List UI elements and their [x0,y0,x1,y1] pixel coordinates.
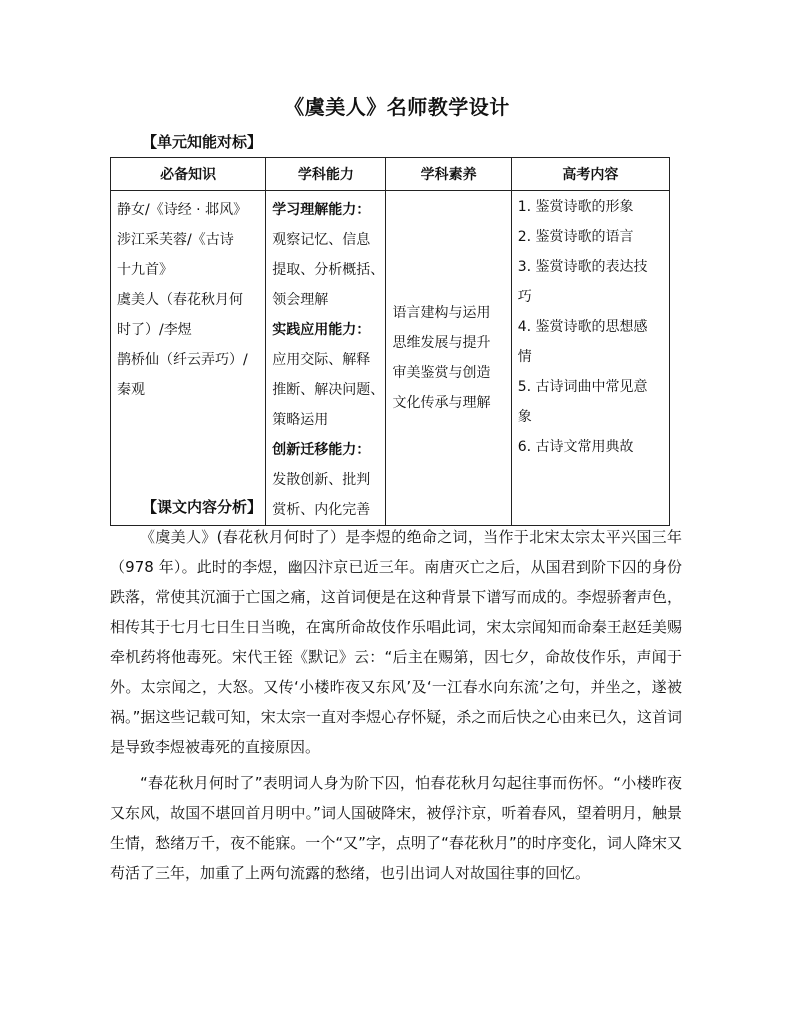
exam-line: 1. 鉴赏诗歌的形象 [517,199,634,215]
ability-category-label: 创新迁移能力： [272,442,371,458]
table-row [111,191,670,526]
literacy-line: 思维发展与提升 [392,335,491,351]
ability-line: 发散创新、批判 [272,472,371,488]
exam-cell [511,191,669,526]
table-header-row [111,158,670,191]
knowledge-line: 静女/《诗经 · 邶风》 [117,202,248,218]
exam-line: 3. 鉴赏诗歌的表达技 [517,259,648,275]
analysis-section-heading: 【课文内容分析】 [142,498,263,516]
ability-line: 观察记忆、信息 [272,232,371,248]
document-title: 《虞美人》名师教学设计 [284,95,510,119]
goals-table [110,157,670,526]
knowledge-line: 十九首》 [117,262,173,278]
analysis-paragraph: “春花秋月何时了”表明词人身为阶下囚，怕春花秋月勾起往事而伤怀。“小楼昨夜又东风，故国不堪回首月明中。”词人国破降宋，被俘汴京，听着春风，望着明月，触景生情，愁绪万千，夜不能寐。一个“又”字，点明了“春花秋月”的时序变化，词人降宋又苟活了三年，加重了上两句流露的愁绪，也引出词人对故国往事的回忆。 [110,774,682,882]
ability-line: 提取、分析概括、 [272,262,385,278]
knowledge-line: 虞美人（春花秋月何 [117,292,243,308]
exam-line: 2. 鉴赏诗歌的语言 [517,229,634,245]
header-exam: 高考内容 [511,158,669,191]
literacy-line: 文化传承与理解 [392,395,491,411]
ability-cell [266,191,386,526]
knowledge-line: 时了）/李煜 [117,322,192,338]
ability-category-label: 实践应用能力： [272,322,371,338]
exam-line: 4. 鉴赏诗歌的思想感 [517,319,648,335]
ability-line: 应用交际、解释 [272,352,371,368]
literacy-line: 审美鉴赏与创造 [392,365,491,381]
exam-line: 巧 [517,289,532,305]
exam-line: 象 [517,409,532,425]
exam-line: 5. 古诗词曲中常见意 [517,379,648,395]
knowledge-line: 涉江采芙蓉/《古诗 [117,232,234,248]
ability-line: 策略运用 [272,412,329,428]
header-ability: 学科能力 [266,158,386,191]
knowledge-line: 鹊桥仙（纤云弄巧）/ [117,352,248,368]
ability-line: 领会理解 [272,292,329,308]
literacy-cell [386,191,511,526]
ability-line: 赏析、内化完善 [272,502,371,518]
ability-category-label: 学习理解能力： [272,202,371,218]
exam-line: 6. 古诗文常用典故 [517,439,634,455]
analysis-paragraph: 《虞美人》(春花秋月何时了）是李煜的绝命之词，当作于北宋太宗太平兴国三年（978 年）。此时的李煜，幽囚汴京已近三年。南唐灭亡之后，从国君到阶下囚的身份跌落，常使其沉湎于亡国之痛，这首词便是在这种背景下谱写而成的。李煜骄奢声色，相传其于七月七日生日当晚，在寓所命故伎作乐唱此词，宋太宗闻知而命秦王赵廷美赐牵机药将他毒死。宋代王铚《默记》云：“后主在赐第，因七夕，命故伎作乐，声闻于外。太宗闻之，大怒。又传‘小楼昨夜又东风’及‘一江春水向东流’之句，并坐之，遂被祸。”据这些记载可知，宋太宗一直对李煜心存怀疑，杀之而后快之心由来已久，这首词是导致李煜被毒死的直接原因。 [110,528,682,756]
ability-line: 推断、解决问题、 [272,382,385,398]
goals-section-heading: 【单元知能对标】 [142,133,263,151]
header-literacy: 学科素养 [386,158,511,191]
header-knowledge: 必备知识 [111,158,266,191]
literacy-line: 语言建构与运用 [392,305,491,321]
knowledge-line: 秦观 [117,382,145,398]
exam-line: 情 [517,349,532,365]
knowledge-cell [111,191,266,526]
